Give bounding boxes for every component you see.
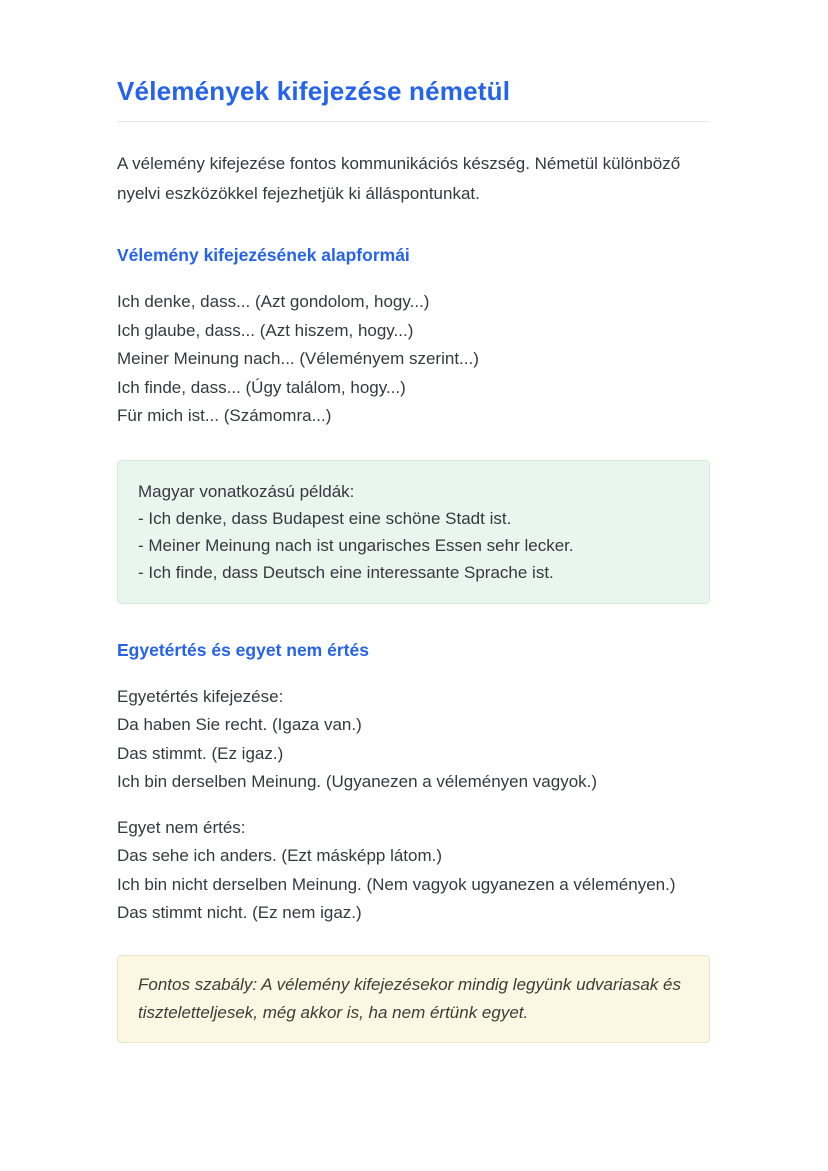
phrase-line: Das stimmt. (Ez igaz.): [117, 743, 284, 763]
phrase-line: Das stimmt nicht. (Ez nem igaz.): [117, 903, 362, 922]
basic-phrases-list: [117, 288, 710, 431]
phrase-line: Das sehe ich anders. (Ezt másképp látom.): [117, 846, 443, 865]
hungarian-examples-box: [117, 460, 710, 604]
phrase-line: Meiner Meinung nach... (Véleményem szerint...): [117, 349, 479, 368]
disagreement-phrases-block: [117, 814, 710, 928]
phrase-line: Ich finde, dass... (Úgy találom, hogy...): [117, 377, 406, 397]
examples-box-title: Magyar vonatkozású példák:: [138, 481, 355, 501]
page-title: Vélemények kifejezése németül: [117, 74, 710, 122]
intro-paragraph: A vélemény kifejezése fontos kommunikációs készség. Németül különböző nyelvi eszközökkel fejezhetjük ki álláspontunkat.: [117, 154, 681, 203]
phrase-line: Für mich ist... (Számomra...): [117, 406, 332, 425]
phrase-line: Ich bin derselben Meinung. (Ugyanezen a véleményen vagyok.): [117, 772, 598, 791]
phrase-line: Ich glaube, dass... (Azt hiszem, hogy...): [117, 320, 414, 340]
important-rule-box: [117, 955, 710, 1043]
section-heading-basics: Vélemény kifejezésének alapformái: [117, 245, 410, 265]
example-item: - Meiner Meinung nach ist ungarisches Essen sehr lecker.: [138, 535, 574, 555]
agreement-phrases-block: [117, 683, 710, 797]
phrase-line: Ich denke, dass... (Azt gondolom, hogy...): [117, 292, 430, 311]
disagree-label: Egyet nem értés:: [117, 817, 246, 837]
example-item: - Ich denke, dass Budapest eine schöne Stadt ist.: [138, 508, 512, 528]
phrase-line: Da haben Sie recht. (Igaza van.): [117, 715, 362, 734]
phrase-line: Ich bin nicht derselben Meinung. (Nem vagyok ugyanezen a véleményen.): [117, 874, 676, 894]
agree-label: Egyetértés kifejezése:: [117, 686, 284, 706]
rule-text: Fontos szabály: A vélemény kifejezésekor mindig legyünk udvariasak és tiszteletteljesek, még akkor is, ha nem értünk egyet.: [138, 974, 682, 1022]
section-heading-agreement: Egyetértés és egyet nem értés: [117, 639, 369, 660]
example-item: - Ich finde, dass Deutsch eine interessante Sprache ist.: [138, 562, 554, 582]
